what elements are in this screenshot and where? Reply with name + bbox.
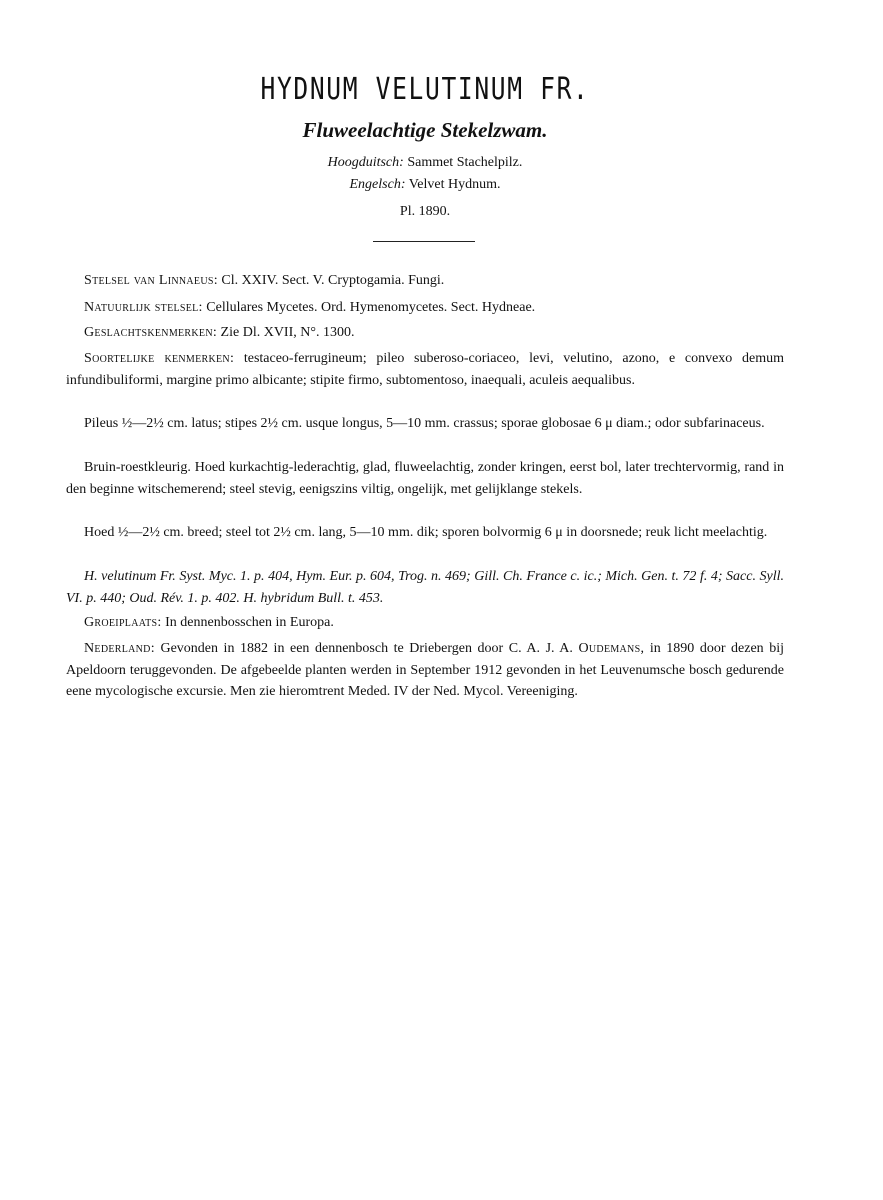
- synonym-german: [0, 155, 850, 171]
- synonym-name: Sammet Stachelpilz.: [407, 155, 523, 170]
- section-label: Groeiplaats:: [84, 615, 162, 630]
- section-text: Cellulares Mycetes. Ord. Hymenomycetes. Sect. Hydneae.: [206, 300, 536, 315]
- section-text: In dennenbosschen in Europa.: [165, 615, 334, 630]
- section-text: in 1890 door dezen bij Apeldoorn teruggevonden. De afgebeelde planten werden in September 1912 gevonden in het Leuvenumsche bosch gedurende eene mycologische excursie. Men zie hieromtrent Meded. IV der Ned. Mycol. Vereeniging.: [66, 641, 785, 699]
- natural-system-paragraph: [66, 297, 784, 319]
- author-name: Oudemans,: [578, 641, 645, 656]
- section-label: Natuurlijk stelsel:: [84, 300, 203, 315]
- dutch-measurements-paragraph: Hoed ½—2½ cm. breed; steel tot 2½ cm. lang, 5—10 mm. dik; sporen bolvormig 6 μ in doorsnede; reuk licht meelachtig.: [84, 525, 768, 540]
- plate-number: Pl. 1890.: [399, 204, 451, 219]
- section-label: Nederland:: [84, 641, 155, 656]
- section-label: Stelsel van Linnaeus:: [84, 273, 218, 288]
- habitat-paragraph: [66, 612, 784, 634]
- netherlands-paragraph: [66, 638, 784, 703]
- section-text: Gevonden in 1882 in een dennenbosch te Driebergen door C. A. J. A.: [160, 641, 573, 656]
- synonym-language: Engelsch:: [349, 177, 406, 192]
- section-text: testaceo-ferrugineum; pileo suberoso-coriaceo, levi, velutino, azono, e convexo demum infundibuliformi, margine primo albicante; stipite firmo, subtomentoso, inaequali, aculeis aequalibus.: [66, 351, 784, 388]
- synonym-name: Velvet Hydnum.: [408, 177, 501, 192]
- synonym-english: [0, 177, 850, 193]
- linnaeus-system-paragraph: [66, 270, 784, 292]
- synonym-language: Hoogduitsch:: [327, 155, 404, 170]
- section-label: Soortelijke kenmerken:: [84, 351, 235, 366]
- dutch-description-paragraph: Bruin-roestkleurig. Hoed kurkachtig-lederachtig, glad, fluweelachtig, zonder kringen, eerst bol, later trechtervormig, rand in den beginne witschemerend; steel stevig, eenigszins viltig, ongelijk, met gelijklange stekels.: [66, 460, 784, 497]
- references-paragraph: H. velutinum Fr. Syst. Myc. 1. p. 404, Hym. Eur. p. 604, Trog. n. 469; Gill. Ch. France c. ic.; Mich. Gen. t. 72 f. 4; Sacc. Syll. VI. p. 440; Oud. Rév. 1. p. 402. H. hybridum Bull. t. 453.: [66, 569, 784, 606]
- section-label: Geslachtskenmerken:: [84, 325, 218, 340]
- species-title: HYDNUM VELUTINUM FR.: [260, 72, 590, 107]
- dutch-common-name: Fluweelachtige Stekelzwam.: [302, 118, 548, 142]
- section-text: Zie Dl. XVII, N°. 1300.: [220, 325, 355, 340]
- latin-measurements-paragraph: Pileus ½—2½ cm. latus; stipes 2½ cm. usque longus, 5—10 mm. crassus; sporae globosae 6 μ diam.; odor subfarinaceus.: [84, 416, 765, 431]
- genus-characters-paragraph: [66, 322, 784, 344]
- divider-rule: [373, 241, 475, 242]
- species-characters-paragraph: [66, 348, 784, 391]
- section-text: Cl. XXIV. Sect. V. Cryptogamia. Fungi.: [221, 273, 445, 288]
